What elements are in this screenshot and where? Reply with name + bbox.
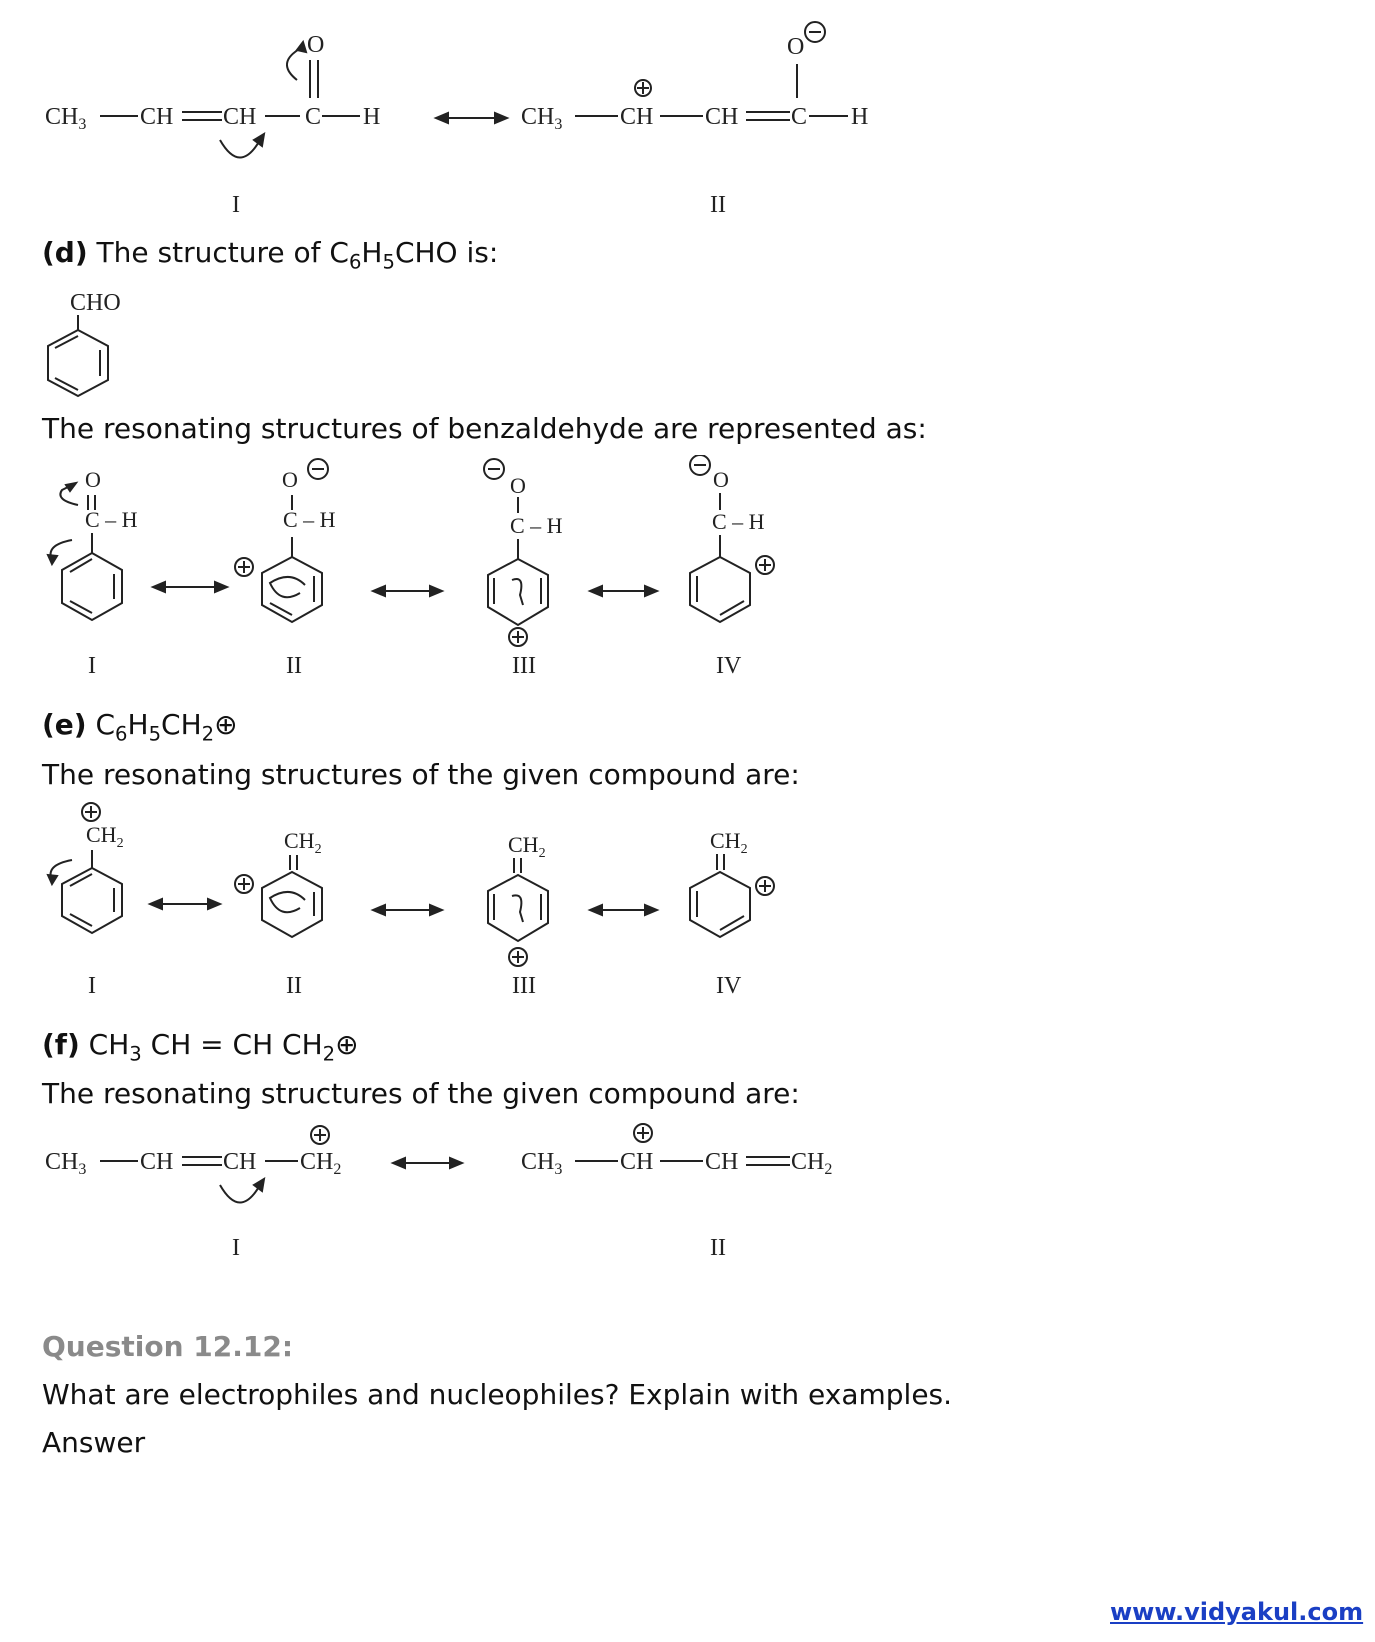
svg-text:C – H: C – H: [283, 507, 336, 532]
label-I: I: [232, 192, 240, 218]
e-ch2-label-III: $CH_2$: [508, 832, 546, 861]
svg-text:CH2: $CH_2$: [791, 1149, 833, 1178]
svg-text:C – H: C – H: [510, 513, 563, 538]
d-label-III: III: [512, 653, 536, 679]
svg-text:CH2: $CH_2$: [300, 1149, 342, 1178]
svg-text:O: O: [787, 34, 805, 60]
section-d-resonance-intro: The resonating structures of benzaldehyde are represented as:: [42, 412, 927, 445]
svg-text:O: O: [282, 467, 298, 492]
section-f-heading: [42, 1028, 359, 1066]
footer-link[interactable]: www.vidyakul.com: [1110, 1598, 1364, 1626]
svg-text:O: O: [307, 32, 325, 58]
ch3-label: $CH_3$: [45, 104, 87, 133]
benzaldehyde-structure: [0, 280, 200, 410]
svg-text:H: H: [851, 104, 869, 130]
section-f-text: $CH_3$ CH = CH $CH_2\oplus$: [79, 1028, 359, 1066]
section-d-text: The structure of $C_6H_5CHO$ is:: [87, 236, 499, 274]
svg-text:CH: CH: [223, 104, 257, 130]
e-label-II: II: [286, 973, 302, 999]
svg-text:O: O: [713, 467, 729, 492]
e-label-I: I: [88, 973, 96, 999]
svg-text:C: C: [305, 104, 322, 130]
benzaldehyde-resonance-diagram: [0, 455, 1375, 715]
allylic-cation-resonance-diagram: [0, 1115, 1375, 1275]
crotonaldehyde-resonance-diagram: [0, 0, 1375, 230]
e-ch2-label-IV: $CH_2$: [710, 828, 748, 857]
section-f-letter: (f): [42, 1028, 80, 1061]
svg-text:CH3: $CH_3$: [521, 1149, 563, 1178]
svg-text:CH: CH: [223, 1149, 257, 1175]
svg-text:CH: CH: [620, 104, 654, 130]
section-e-text: $C_6H_5CH_2\oplus$: [86, 708, 238, 746]
svg-text:CH: CH: [620, 1149, 654, 1175]
e-label-IV: IV: [716, 973, 742, 999]
d-label-IV: IV: [716, 653, 742, 679]
svg-text:O: O: [85, 467, 101, 492]
svg-text:CH: CH: [140, 1149, 174, 1175]
question-text: What are electrophiles and nucleophiles? Explain with examples.: [42, 1378, 953, 1411]
e-ch2-label-I: $CH_2$: [86, 822, 124, 851]
svg-text:O: O: [510, 473, 526, 498]
svg-text:C: C: [791, 104, 808, 130]
section-f-resonance-intro: The resonating structures of the given compound are:: [42, 1077, 800, 1110]
d-label-II: II: [286, 653, 302, 679]
section-d-heading: [42, 236, 498, 274]
cho-label: CHO: [70, 290, 121, 316]
svg-text:CH3: $CH_3$: [45, 1149, 87, 1178]
f-label-II: II: [710, 1235, 726, 1261]
section-e-resonance-intro: The resonating structures of the given compound are:: [42, 758, 800, 791]
section-d-letter: (d): [42, 236, 88, 269]
e-ch2-label-II: $CH_2$: [284, 828, 322, 857]
svg-text:CH3: $CH_3$: [521, 104, 563, 133]
svg-text:CH: CH: [140, 104, 174, 130]
svg-text:C – H: C – H: [712, 509, 765, 534]
f-label-I: I: [232, 1235, 240, 1261]
svg-text:H: H: [363, 104, 381, 130]
svg-text:CH: CH: [705, 104, 739, 130]
e-label-III: III: [512, 973, 536, 999]
answer-label: Answer: [42, 1426, 146, 1459]
benzyl-cation-resonance-diagram: [0, 800, 1375, 1010]
d-label-I: I: [88, 653, 96, 679]
svg-text:CH: CH: [705, 1149, 739, 1175]
svg-text:II: II: [710, 192, 726, 218]
section-e-heading: [42, 708, 238, 746]
section-e-letter: (e): [42, 708, 87, 741]
svg-text:C – H: C – H: [85, 507, 138, 532]
question-title: Question 12.12:: [42, 1330, 294, 1363]
